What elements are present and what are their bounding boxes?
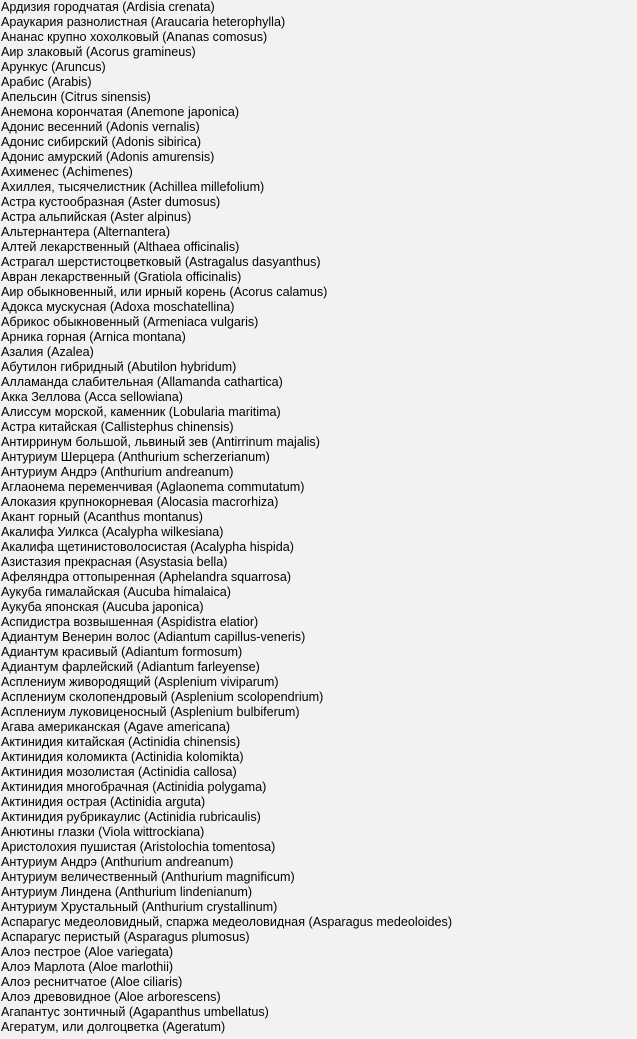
- list-item: [1, 75, 637, 90]
- plant-link[interactable]: Азалия (Azalea): [1, 345, 94, 359]
- plant-link[interactable]: Акка Зеллова (Acca sellowiana): [1, 390, 183, 404]
- plant-link[interactable]: Азистазия прекрасная (Asystasia bella): [1, 555, 228, 569]
- list-item: [1, 375, 637, 390]
- list-item: [1, 585, 637, 600]
- list-item: [1, 630, 637, 645]
- plant-link[interactable]: Адонис сибирский (Adonis sibirica): [1, 135, 202, 149]
- plant-link[interactable]: Алламанда слабительная (Allamanda cathartica): [1, 375, 283, 389]
- list-item: [1, 210, 637, 225]
- list-item: [1, 345, 637, 360]
- plant-link[interactable]: Алоэ Марлота (Aloe marlothii): [1, 960, 174, 974]
- list-item: [1, 1020, 637, 1035]
- plant-link[interactable]: Абрикос обыкновенный (Armeniaca vulgaris): [1, 315, 259, 329]
- plant-link[interactable]: Антуриум величественный (Anthurium magnificum): [1, 870, 295, 884]
- plant-link[interactable]: Арника горная (Arnica montana): [1, 330, 186, 344]
- list-item: [1, 900, 637, 915]
- plant-link[interactable]: Ахименес (Achimenes): [1, 165, 133, 179]
- plant-link[interactable]: Аукуба гималайская (Aucuba himalaica): [1, 585, 231, 599]
- plant-link[interactable]: Абутилон гибридный (Abutilon hybridum): [1, 360, 237, 374]
- plant-link[interactable]: Адиантум Венерин волос (Adiantum capillus-veneris): [1, 630, 306, 644]
- list-item: [1, 555, 637, 570]
- list-item: [1, 405, 637, 420]
- plant-link[interactable]: Алоэ реснитчатое (Aloe ciliaris): [1, 975, 183, 989]
- list-item: [1, 465, 637, 480]
- list-item: [1, 30, 637, 45]
- plant-link[interactable]: Антуриум Шерцера (Anthurium scherzerianum): [1, 450, 270, 464]
- list-item: [1, 960, 637, 975]
- list-item: [1, 165, 637, 180]
- list-item: [1, 225, 637, 240]
- list-item: [1, 885, 637, 900]
- list-item: [1, 765, 637, 780]
- list-item: [1, 195, 637, 210]
- plant-link[interactable]: Алтей лекарственный (Althaea officinalis): [1, 240, 240, 254]
- plant-link[interactable]: Аспарагус перистый (Asparagus plumosus): [1, 930, 250, 944]
- plant-link[interactable]: Асплениум сколопендровый (Asplenium scolopendrium): [1, 690, 324, 704]
- list-item: [1, 825, 637, 840]
- plant-link[interactable]: Агава американская (Agave americana): [1, 720, 231, 734]
- plant-link[interactable]: Антуриум Линдена (Anthurium lindenianum): [1, 885, 253, 899]
- plant-link[interactable]: Астра кустообразная (Aster dumosus): [1, 195, 221, 209]
- plant-link[interactable]: Алоказия крупнокорневая (Alocasia macrorhiza): [1, 495, 279, 509]
- list-item: [1, 15, 637, 30]
- plant-link[interactable]: Алоэ древовидное (Aloe arborescens): [1, 990, 221, 1004]
- plant-link[interactable]: Адокса мускусная (Adoxa moschatellina): [1, 300, 235, 314]
- plant-link[interactable]: Астра альпийская (Aster alpinus): [1, 210, 192, 224]
- plant-link[interactable]: Акант горный (Acanthus montanus): [1, 510, 203, 524]
- plant-link[interactable]: Агератум, или долгоцветка (Ageratum): [1, 1020, 226, 1034]
- plant-link[interactable]: Актинидия острая (Actinidia arguta): [1, 795, 206, 809]
- list-item: [1, 150, 637, 165]
- list-item: [1, 240, 637, 255]
- list-item: [1, 915, 637, 930]
- list-item: [1, 360, 637, 375]
- list-item: [1, 1005, 637, 1020]
- list-item: [1, 855, 637, 870]
- plant-link[interactable]: Ардизия городчатая (Ardisia crenata): [1, 0, 215, 14]
- list-item: [1, 60, 637, 75]
- list-item: [1, 90, 637, 105]
- list-item: [1, 285, 637, 300]
- plant-link[interactable]: Антуриум Хрустальный (Anthurium crystallinum): [1, 900, 278, 914]
- list-item: [1, 840, 637, 855]
- list-item: [1, 990, 637, 1005]
- list-item: [1, 525, 637, 540]
- list-item: [1, 720, 637, 735]
- list-item: [1, 330, 637, 345]
- plant-link[interactable]: Актинидия коломикта (Actinidia kolomikta): [1, 750, 244, 764]
- plant-link[interactable]: Асплениум живородящий (Asplenium viviparum): [1, 675, 279, 689]
- list-item: [1, 600, 637, 615]
- list-item: [1, 975, 637, 990]
- plant-link[interactable]: Алоэ пестрое (Aloe variegata): [1, 945, 174, 959]
- list-item: [1, 480, 637, 495]
- plant-link[interactable]: Аир злаковый (Acorus gramineus): [1, 45, 196, 59]
- list-item: [1, 300, 637, 315]
- plant-link[interactable]: Альтернантера (Alternantera): [1, 225, 171, 239]
- plant-link[interactable]: Анемона корончатая (Anemone japonica): [1, 105, 240, 119]
- list-item: [1, 870, 637, 885]
- plant-link[interactable]: Адонис амурский (Adonis amurensis): [1, 150, 215, 164]
- list-item: [1, 315, 637, 330]
- plant-link[interactable]: Асплениум луковиценосный (Asplenium bulbiferum): [1, 705, 300, 719]
- list-item: [1, 270, 637, 285]
- list-item: [1, 615, 637, 630]
- list-item: [1, 795, 637, 810]
- list-item: [1, 180, 637, 195]
- list-item: [1, 435, 637, 450]
- plant-link[interactable]: Аукуба японская (Aucuba japonica): [1, 600, 204, 614]
- list-item: [1, 570, 637, 585]
- plant-link[interactable]: Апельсин (Citrus sinensis): [1, 90, 151, 104]
- list-item: [1, 390, 637, 405]
- plant-link[interactable]: Астрагал шерстистоцветковый (Astragalus dasyanthus): [1, 255, 321, 269]
- plant-link[interactable]: Адиантум фарлейский (Adiantum farleyense): [1, 660, 260, 674]
- list-item: [1, 120, 637, 135]
- list-item: [1, 945, 637, 960]
- plant-link[interactable]: Актинидия мозолистая (Actinidia callosa): [1, 765, 237, 779]
- plant-link[interactable]: Аспидистра возвышенная (Aspidistra elatior): [1, 615, 259, 629]
- plant-link[interactable]: Актинидия китайская (Actinidia chinensis): [1, 735, 241, 749]
- plant-link[interactable]: Аглаонема переменчивая (Aglaonema commutatum): [1, 480, 305, 494]
- plant-link[interactable]: Афеляндра оттопыренная (Aphelandra squarrosa): [1, 570, 292, 584]
- list-item: [1, 510, 637, 525]
- list-item: [1, 660, 637, 675]
- plant-link[interactable]: Ахиллея, тысячелистник (Achillea millefolium): [1, 180, 265, 194]
- plant-link[interactable]: Агапантус зонтичный (Agapanthus umbellatus): [1, 1005, 269, 1019]
- list-item: [1, 690, 637, 705]
- plant-link[interactable]: Арабис (Arabis): [1, 75, 92, 89]
- list-item: [1, 675, 637, 690]
- plant-link[interactable]: Астра китайская (Callistephus chinensis): [1, 420, 234, 434]
- plant-link[interactable]: Аир обыкновенный, или ирный корень (Acorus calamus): [1, 285, 328, 299]
- plant-link[interactable]: Акалифа Уилкса (Acalypha wilkesiana): [1, 525, 224, 539]
- list-item: [1, 255, 637, 270]
- list-item: [1, 45, 637, 60]
- plant-link[interactable]: Аспарагус медеоловидный, спаржа медеоловидная (Asparagus medeoloides): [1, 915, 453, 929]
- plant-link[interactable]: Анютины глазки (Viola wittrockiana): [1, 825, 205, 839]
- list-item: [1, 135, 637, 150]
- plant-link[interactable]: Антуриум Андрэ (Anthurium andreanum): [1, 465, 234, 479]
- list-item: [1, 810, 637, 825]
- plant-link[interactable]: Авран лекарственный (Gratiola officinalis): [1, 270, 242, 284]
- list-item: [1, 705, 637, 720]
- list-item: [1, 540, 637, 555]
- plant-link[interactable]: Актинидия многобрачная (Actinidia polygama): [1, 780, 267, 794]
- list-item: [1, 735, 637, 750]
- plant-link[interactable]: Адонис весенний (Adonis vernalis): [1, 120, 200, 134]
- list-item: [1, 930, 637, 945]
- plant-link[interactable]: Акалифа щетинистоволосистая (Acalypha hispida): [1, 540, 294, 554]
- plant-link[interactable]: Алиссум морской, каменник (Lobularia maritima): [1, 405, 281, 419]
- list-item: [1, 105, 637, 120]
- list-item: [1, 645, 637, 660]
- plant-link[interactable]: Аристолохия пушистая (Aristolochia tomentosa): [1, 840, 276, 854]
- plant-link[interactable]: Антуриум Андрэ (Anthurium andreanum): [1, 855, 234, 869]
- list-item: [1, 750, 637, 765]
- list-item: [1, 495, 637, 510]
- plant-link[interactable]: Ананас крупно хохолковый (Ananas comosus): [1, 30, 268, 44]
- plant-link[interactable]: Актинидия рубрикаулис (Actinidia rubricaulis): [1, 810, 261, 824]
- plant-link[interactable]: Адиантум красивый (Adiantum formosum): [1, 645, 243, 659]
- plant-link[interactable]: Арункус (Aruncus): [1, 60, 106, 74]
- plant-link[interactable]: Антирринум большой, львиный зев (Antirrinum majalis): [1, 435, 320, 449]
- list-item: [1, 420, 637, 435]
- list-item: [1, 450, 637, 465]
- list-item: [1, 780, 637, 795]
- plant-link[interactable]: Араукария разнолистная (Araucaria heterophylla): [1, 15, 286, 29]
- list-item: [1, 0, 637, 15]
